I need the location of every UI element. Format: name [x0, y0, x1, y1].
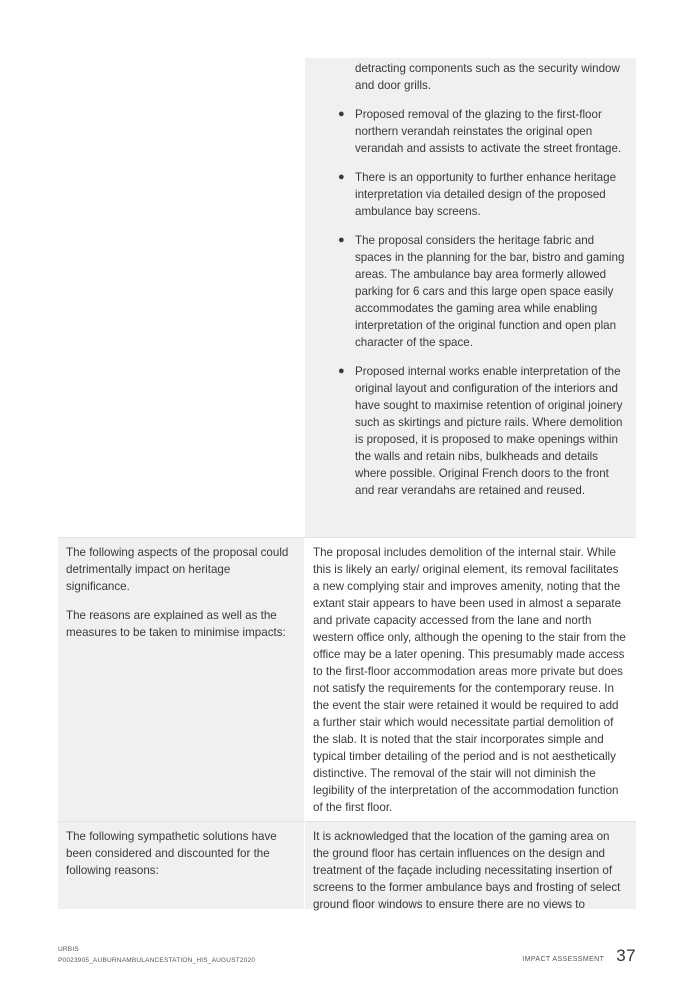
heritage-impact-table	[58, 58, 636, 909]
table-row	[58, 537, 636, 821]
table-cell-left	[58, 538, 304, 821]
table-cell-right	[304, 538, 636, 821]
bullet-list	[313, 106, 628, 499]
bullet-icon: ●	[338, 108, 345, 120]
list-item: ● Proposed removal of the glazing to the first-floor northern verandah reinstates the original open verandah and assists to activate the street frontage.	[338, 108, 622, 155]
row-heading: The following aspects of the proposal could detrimentally impact on heritage significance.	[66, 546, 289, 593]
row-heading-note: The reasons are explained as well as the measures to be taken to minimise impacts:	[66, 609, 286, 639]
bullet-icon: ●	[338, 234, 345, 246]
footer-company: URBIS	[58, 946, 79, 953]
table-cell-left	[58, 822, 304, 909]
list-item: ● The proposal considers the heritage fabric and spaces in the planning for the bar, bistro and gaming areas. The ambulance bay area formerly allowed parking for 6 cars and this large open space easily accommodates the gaming area while enabling interpretation of the original function and open plan character of the space.	[338, 234, 625, 349]
bullet-icon: ●	[338, 171, 345, 183]
footer-doc-ref: P0023905_AUBURNAMBULANCESTATION_HIS_AUGUST2020	[58, 957, 256, 964]
table-row	[58, 58, 636, 537]
row-heading: The following sympathetic solutions have been considered and discounted for the following reasons:	[66, 830, 277, 877]
list-item: ● Proposed internal works enable interpretation of the original layout and configuration of the interiors and have sought to maximise retention of original joinery such as skirtings and picture rails. Where demolition is proposed, it is proposed to make openings within the walls and retain nibs, bulkheads and details where possible. Original French doors to the front and rear verandahs are retained and reused.	[338, 365, 623, 497]
cell-text: The proposal includes demolition of the internal stair. While this is likely an early/ original element, its removal facilitates a new complying stair and improves amenity, noting that the extant stair appears to have been used in almost a separate and private capacity accessed from the lane and north western office only, although the opening to the stair from the office may be a later opening. This presumably made access to the first-floor accommodation areas more private but does not satisfy the requirements for the contemporary reuse. In the event the stair were retained it would be required to add a further stair which would necessitate partial demolition of the slab. It is noted that the stair incorporates simple and typical timber detailing of the period and is not aesthetically distinctive. The removal of the stair will not diminish the legibility of the interpretation of the accommodation function of the first floor.	[313, 546, 626, 814]
table-cell-left	[58, 58, 304, 537]
footer-page-info	[522, 946, 636, 966]
table-row	[58, 821, 636, 909]
continued-text: detracting components such as the security window and door grills.	[355, 62, 620, 92]
footer-section: IMPACT ASSESSMENT	[522, 956, 605, 963]
list-item: ● There is an opportunity to further enhance heritage interpretation via detailed design of the proposed ambulance bay screens.	[338, 171, 617, 218]
bullet-icon: ●	[338, 365, 345, 377]
page-number: 37	[616, 946, 636, 965]
table-cell-right	[304, 822, 636, 909]
table-cell-right	[304, 58, 636, 537]
footer-document-info	[58, 944, 255, 966]
cell-text: It is acknowledged that the location of the gaming area on the ground floor has certain influences on the design and treatment of the façade including necessitating insertion of screens to the former ambulance bays and frosting of select ground floor windows to ensure there are no views to	[313, 830, 621, 911]
